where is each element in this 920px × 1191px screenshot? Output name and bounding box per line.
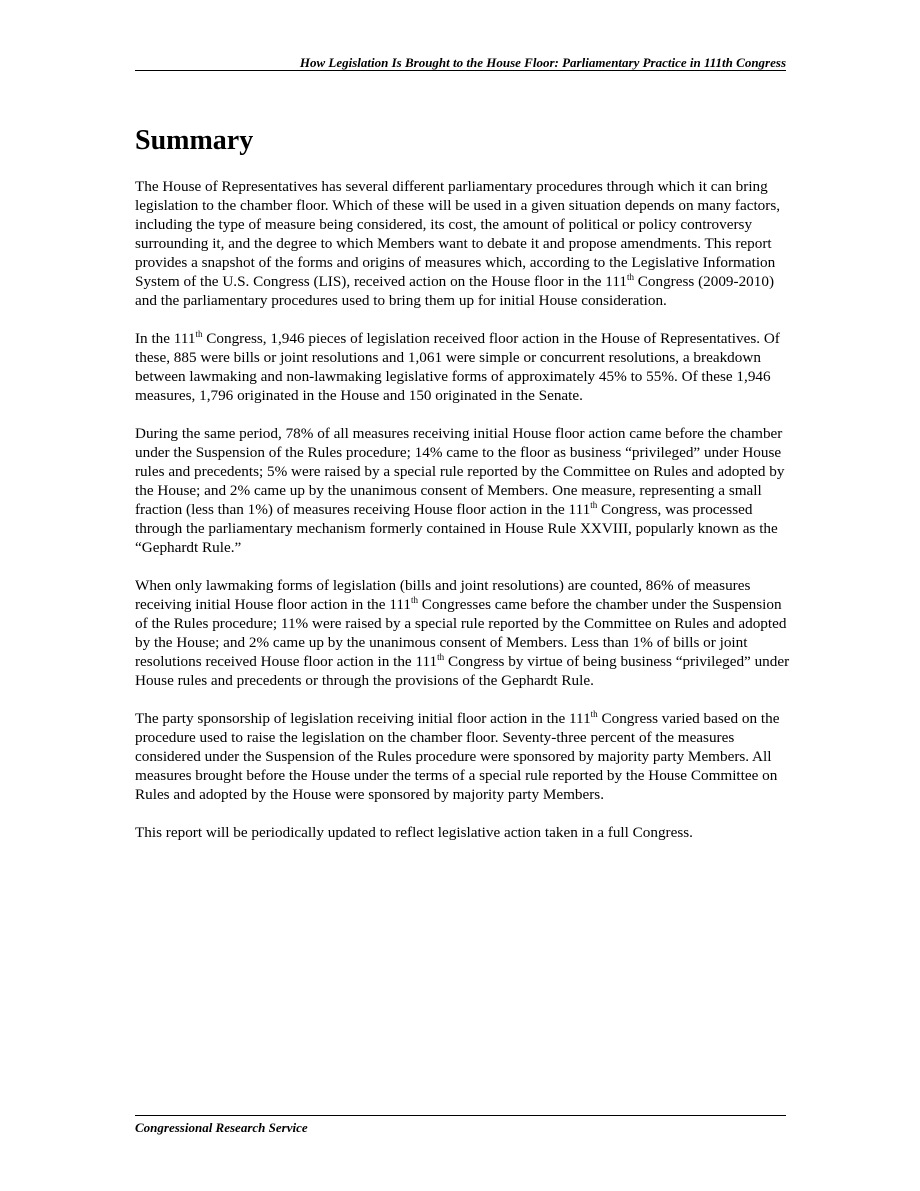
summary-body [135,177,791,861]
header-divider [135,70,786,71]
paragraph-procedure-shares: During the same period, 78% of all measures receiving initial House floor action came before the chamber under the Suspension of the Rules procedure; 14% came to the floor as business “privileged” under House rules and precedents; 5% were raised by a special rule reported by the Committee on Rules and adopted by the House; and 2% came up by the unanimous consent of Members. One measure, representing a small fraction (less than 1%) of measures receiving House floor action in the 111th Congress, was processed through the parliamentary mechanism formerly contained in House Rule XXVIII, popularly known as the “Gephardt Rule.” [135,425,785,556]
footer-divider [135,1115,786,1116]
paragraph-legislation-counts: In the 111th Congress, 1,946 pieces of legislation received floor action in the House of Representatives. Of these, 885 were bills or joint resolutions and 1,061 were simple or concurrent resolutions, a breakdown between lawmaking and non-lawmaking legislative forms of approximately 45% to 55%. Of these 1,946 measures, 1,796 originated in the House and 150 originated in the Senate. [135,329,780,404]
paragraph-update-note: This report will be periodically updated to reflect legislative action taken in a full Congress. [135,824,693,841]
section-title: Summary [135,125,254,156]
paragraph-party-sponsorship: The party sponsorship of legislation receiving initial floor action in the 111th Congress varied based on the procedure used to raise the legislation on the chamber floor. Seventy-three percent of the measures considered under the Suspension of the Rules procedure were sponsored by majority party Members. All measures brought before the House under the terms of a special rule reported by the House Committee on Rules and adopted by the House were sponsored by majority party Members. [135,709,780,803]
running-header: How Legislation Is Brought to the House Floor: Parliamentary Practice in 111th Congress [299,55,786,70]
paragraph-overview: The House of Representatives has several different parliamentary procedures through which it can bring legislation to the chamber floor. Which of these will be used in a given situation depends on many factors, including the type of measure being considered, its cost, the amount of political or policy controversy surrounding it, and the degree to which Members want to debate it and propose amendments. This report provides a snapshot of the forms and origins of measures which, according to the Legislative Information System of the U.S. Congress (LIS), received action on the House floor in the 111th Congress (2009-2010) and the parliamentary procedures used to bring them up for initial House consideration. [135,178,781,309]
footer-organization: Congressional Research Service [135,1120,308,1135]
paragraph-lawmaking-shares: When only lawmaking forms of legislation (bills and joint resolutions) are counted, 86% of measures receiving initial House floor action in the 111th Congresses came before the chamber under the Suspension of the Rules procedure; 11% were raised by a special rule reported by the Committee on Rules and adopted by the House; and 2% came up by the unanimous consent of Members. Less than 1% of bills or joint resolutions received House floor action in the 111th Congress by virtue of being business “privileged” under House rules and precedents or through the provisions of the Gephardt Rule. [135,577,790,689]
